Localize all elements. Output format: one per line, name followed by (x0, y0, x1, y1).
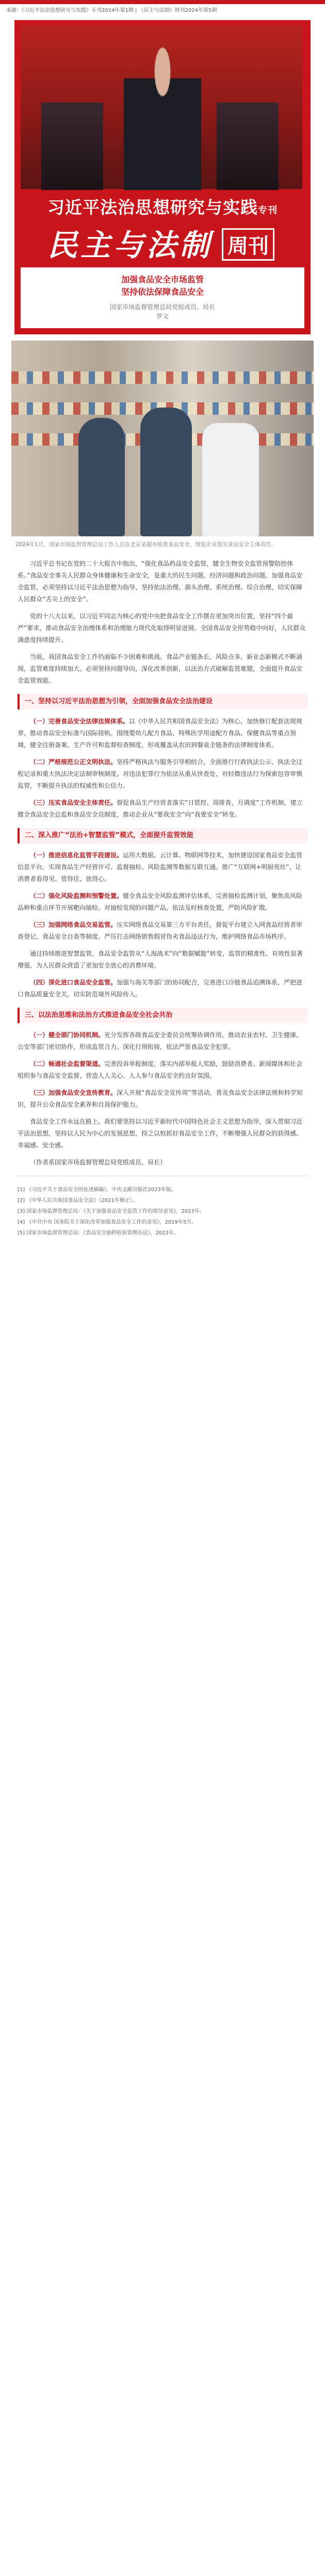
paragraph-text: 以《中华人民共和国食品安全法》为核心，加快修订配套法规规章，推动食品安全标准与国际接轨。围绕婴幼儿配方食品、特殊医学用途配方食品、保健食品等重点领域，健全注册备案、生产许可和监督检查制度，形成覆盖从农田到餐桌全链条的法律制度体系。 (18, 718, 303, 749)
photo-caption: 2024年1月，国家市场监督管理总局工作人员在北京某超市检查食品安全，督促企业落实食品安全主体责任。 (15, 541, 277, 548)
body-paragraph (18, 1058, 307, 1082)
body-paragraph (18, 919, 307, 943)
paragraph-text: 完善投诉举报制度，落实内部举报人奖励，鼓励消费者、新闻媒体和社会组织参与食品安全监督，营造人人关心、人人参与食品安全的良好氛围。 (18, 1060, 303, 1079)
section-heading-1: 一、坚持以习近平法治思想为引领，全面加强食品安全法治建设 (18, 694, 307, 709)
paragraph-text: 加强与海关等部门的协同配合，完善进口冷链食品追溯体系，严把进口食品质量安全关，切实防范境外风险传入。 (18, 979, 303, 998)
byline-author: 罗文 (156, 313, 169, 320)
body-paragraph (18, 716, 307, 751)
top-accent-bar (0, 0, 325, 4)
body-paragraph (18, 1029, 307, 1053)
intro-paragraph: 习近平总书记在党的二十大报告中指出，“强化食品药品安全监管，健全生物安全监管预警防控体系。”食品安全事关人民群众身体健康和生命安全，是重大的民生问题、经济问题和政治问题。加强食品安全监管，必须坚持以习近平法治思想为指导，坚持依法治理、源头治理、系统治理、综合治理，切实保障人民群众“舌尖上的安全”。 (18, 560, 303, 603)
subheading: （三）压实食品安全主体责任。 (30, 799, 117, 806)
photo-staff (202, 423, 259, 536)
paragraph-text: 坚持严格执法与服务引导相结合，全面推行行政执法公示、执法全过程记录和重大执法决定法制审核制度。对违法犯罪行为依法从重从快查处，对轻微违法行为探索包容审慎监管，不断提升执法的权威性和公信力。 (18, 758, 303, 789)
cover-headline-box (21, 267, 304, 328)
article-body (18, 558, 307, 1176)
source-line: 来源：《习近平法治思想研究与实践》专刊2024年第1期 | 《民主与法制》周刊2024年第5期 (6, 8, 217, 13)
body-paragraph: 通过持续推进智慧监管，食品安全监管从“人海战术”向“数据赋能”转变，监管的精准性、有效性显著增强，为人民群众营造了更加安全放心的消费环境。 (18, 950, 303, 969)
body-paragraph (18, 850, 307, 885)
subheading: （二）强化风险监测和预警处置。 (30, 892, 123, 900)
subheading: （一）完善食品安全法律法规体系。 (30, 718, 129, 725)
section-heading-3: 三、以法治思维和法治方式推进食品安全社会共治 (18, 1008, 307, 1023)
cover-photo-figure-right (217, 103, 279, 190)
cover-title-main: 习近平法治思想研究与实践 (47, 197, 258, 217)
photo-shelf (11, 371, 314, 384)
photo-inspector (140, 408, 192, 536)
intro-paragraph: 党的十八大以来，以习近平同志为核心的党中央把食品安全工作摆在更加突出位置，坚持“四个最严”要求，推动食品安全治理体系和治理能力现代化取得明显进展。全国食品安全形势稳中向好，人民群众满意度持续提升。 (18, 613, 306, 643)
footnotes (18, 1185, 307, 1238)
article-byline (21, 302, 304, 321)
subheading: （四）深化进口食品安全监管。 (30, 979, 117, 986)
paragraph-text: 深入开展“食品安全宣传周”等活动，普及食品安全法律法规和科学知识，提升公众食品安全素养和自我保护能力。 (18, 1089, 303, 1108)
subheading: （一）健全部门协同机制。 (30, 1031, 105, 1039)
paragraph-text: 督促食品生产经营者落实“日管控、周排查、月调度”工作机制，建立健全食品安全总监和食品安全员制度，推动企业从“要我安全”向“我要安全”转变。 (18, 799, 303, 818)
subheading: （二）畅通社会监督渠道。 (30, 1060, 105, 1067)
paragraph-text: 健全食品安全风险监测评估体系，完善抽检监测计划，聚焦高风险品种和重点环节开展靶向抽检。对抽检发现的问题产品，依法及时核查处置，严防风险扩散。 (18, 892, 303, 911)
cover-photo-figure-left (41, 103, 103, 190)
subheading: （三）加强网络食品交易监管。 (30, 921, 117, 928)
body-paragraph (18, 756, 307, 792)
magazine-cover (14, 20, 311, 334)
intro-paragraph: 当前，我国食品安全工作仍面临不少困难和挑战。食品产业链条长、风险点多，新业态新模式不断涌现，监管难度持续加大。必须坚持问题导向，深化改革创新，以法治方式破解监管难题，全面提升食品安全监管效能。 (18, 653, 303, 684)
section-heading-2: 二、深入推广“法治+智慧监管”模式，全面提升监管效能 (18, 828, 307, 843)
paragraph-text: 充分发挥各级食品安全委员会统筹协调作用，推动农业农村、卫生健康、公安等部门密切协作，形成监管合力。深化行刑衔接，依法严惩食品安全犯罪。 (18, 1031, 303, 1050)
cover-title (14, 194, 311, 218)
subheading: （三）加强食品安全宣传教育。 (30, 1089, 117, 1096)
body-paragraph (18, 890, 307, 914)
cover-title-suffix: 专刊 (258, 205, 278, 216)
body-paragraph (18, 797, 307, 821)
cover-photo (21, 25, 302, 189)
brand-issue-label: 周刊 (222, 228, 274, 261)
byline-title: 国家市场监督管理总局党组成员、局长 (109, 303, 215, 311)
brand-name: 民主与法制 (47, 228, 213, 263)
inspection-photo (11, 341, 314, 536)
body-paragraph (18, 1087, 307, 1111)
footnote: [3] 国家市场监督管理总局：《关于加强食品安全监管工作的指导意见》，2023年。 (18, 1209, 205, 1214)
subheading: （二）严格规范公正文明执法。 (30, 758, 117, 766)
body-paragraph: 食品安全工作永远在路上。我们要坚持以习近平新时代中国特色社会主义思想为指导，深入贯彻习近平法治思想，坚持以人民为中心的发展思想，持之以恒抓好食品安全工作，不断增强人民群众的获得感、幸福感、安全感。 (18, 1118, 303, 1149)
paragraph-text: 压实网络食品交易第三方平台责任，督促平台建立入网食品经营者审查登记、食品安全自查等制度。严厉打击网络销售假冒伪劣食品违法行为，维护网络食品市场秩序。 (18, 921, 303, 940)
subheading: （一）推进信息化监管手段建设。 (30, 852, 123, 859)
footnote: [5] 国家市场监督管理总局：《食品安全抽样检验管理办法》，2023年。 (18, 1230, 179, 1236)
footnote: [4] 《中共中央 国务院关于深化改革加强食品安全工作的意见》，2019年5月。 (18, 1219, 197, 1225)
body-paragraph (18, 977, 307, 1001)
cover-photo-figure-center (124, 46, 201, 190)
article-headline (21, 274, 304, 298)
author-note: （作者系国家市场监督管理总局党组成员、局长） (30, 1159, 167, 1166)
footnote: [2] 《中华人民共和国食品安全法》（2021年修正）。 (18, 1198, 138, 1204)
headline-line-2: 坚持依法保障食品安全 (121, 287, 204, 297)
photo-inspector (78, 418, 125, 536)
headline-line-1: 加强食品安全市场监管 (121, 275, 204, 284)
paragraph-text: 运用大数据、云计算、物联网等技术，加快建设国家食品安全监管信息平台，实现食品生产经营许可、监督抽检、风险监测等数据互联互通。推广“互联网+明厨亮灶”，让消费者看得见、管得住、放得心。 (18, 852, 303, 883)
cover-brand (14, 221, 311, 261)
footnote: [1] 《习近平关于食品安全的论述摘编》，中央文献出版社2023年版。 (18, 1187, 176, 1193)
